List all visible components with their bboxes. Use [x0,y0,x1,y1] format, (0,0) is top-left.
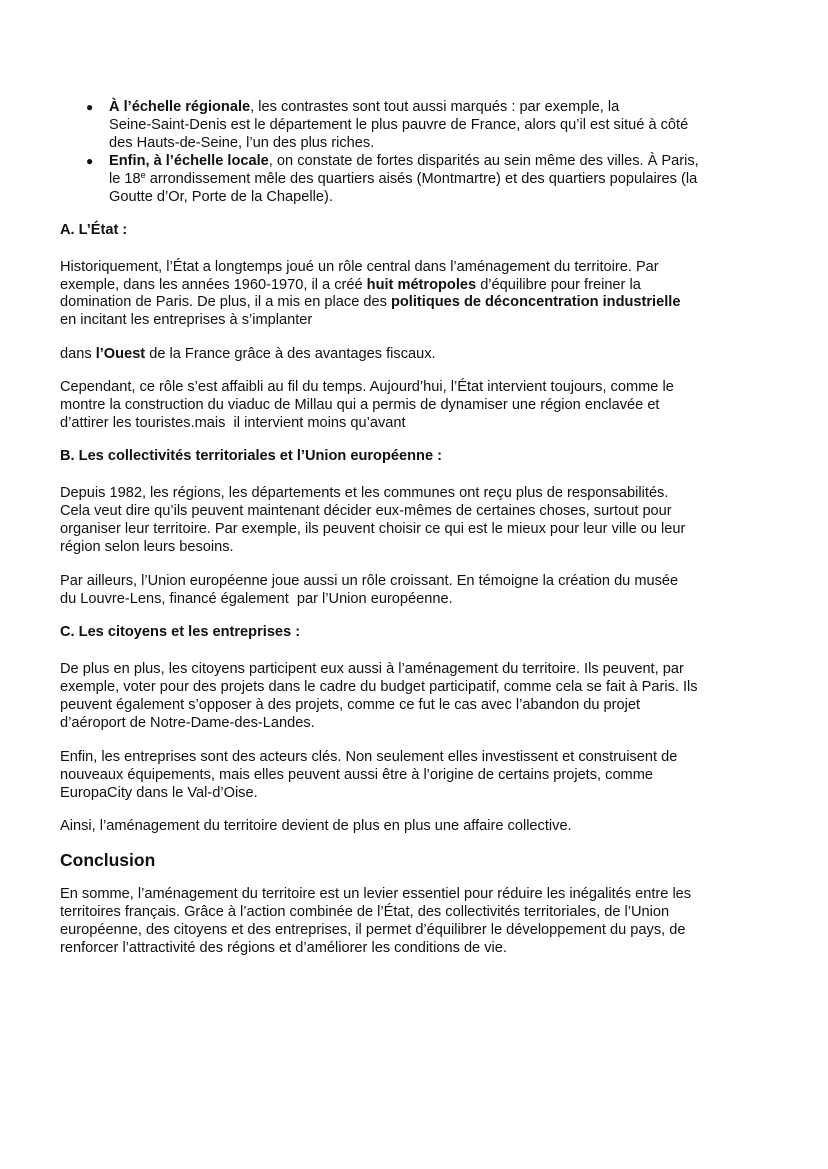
bold-text: À l’échelle régionale [109,99,251,115]
bullet-icon: ● [86,100,94,114]
text-segment: e [140,170,146,180]
paragraph-line [60,311,312,329]
paragraph-line [60,784,258,802]
bullet-item-line [109,152,699,170]
text-segment: en incitant les entreprises à s’implanter [60,312,313,328]
text-segment: organiser leur territoire. Par exemple, ils peuvent choisir ce qui est le mieux pour leur ville ou leur [60,521,686,537]
text-segment: Cela veut dire qu’ils peuvent maintenant décider eux-mêmes de certaines choses, surtout pour [60,503,672,519]
text-segment: En somme, l’aménagement du territoire est un levier essentiel pour réduire les inégalités entre les [60,886,692,902]
text-segment: Ainsi, l’aménagement du territoire devient de plus en plus une affaire collective. [60,818,572,834]
text-segment: des Hauts-de-Seine, l’un des plus riches. [109,135,375,151]
text-segment: arrondissement mêle des quartiers aisés (Montmartre) et des quartiers populaires (la [145,171,698,187]
paragraph-line [60,276,641,294]
text-segment: domination de Paris. De plus, il a mis en place des [60,294,391,310]
text-segment: d’équilibre pour freiner la [476,277,641,293]
text-segment: , les contrastes sont tout aussi marqués : par exemple, la [250,99,620,115]
text-segment: B. Les collectivités territoriales et l’Union européenne : [60,448,442,464]
bullet-item-line [109,134,374,152]
bold-text: politiques de déconcentration industrielle [390,294,681,310]
paragraph-line [60,345,436,363]
section-heading [60,623,300,641]
text-segment: d’attirer les touristes.mais il intervient moins qu’avant [60,415,406,431]
paragraph-line [60,678,698,696]
paragraph-line [60,939,507,957]
bold-text: Enfin, à l’échelle locale [109,153,269,169]
text-segment: Conclusion [60,850,156,870]
section-heading [60,849,155,871]
text-segment: européenne, des citoyens et des entreprises, il permet d’équilibrer le développement du pays, de [60,922,686,938]
text-segment: Par ailleurs, l’Union européenne joue aussi un rôle croissant. En témoigne la création du musée [60,573,679,589]
paragraph-line [60,921,685,939]
text-segment: Goutte d’Or, Porte de la Chapelle). [109,189,333,205]
bold-text: huit métropoles [366,277,477,293]
text-segment: Depuis 1982, les régions, les départements et les communes ont reçu plus de responsabilités. [60,485,669,501]
text-segment: le 18 [109,171,141,187]
text-segment: Enfin, les entreprises sont des acteurs clés. Non seulement elles investissent et construisent de [60,749,678,765]
text-segment: A. L’État : [60,222,128,238]
paragraph-line [60,660,684,678]
paragraph-line [60,696,640,714]
text-segment: Cependant, ce rôle s’est affaibli au fil du temps. Aujourd’hui, l’État intervient toujours, comme le [60,379,674,395]
bullet-item-line [109,170,697,188]
text-segment: Historiquement, l’État a longtemps joué un rôle central dans l’aménagement du territoire. Par [60,259,659,275]
paragraph-line [60,484,668,502]
text-segment: EuropaCity dans le Val-d’Oise. [60,785,258,801]
text-segment: territoires français. Grâce à l’action combinée de l’État, des collectivités territoriales, de l’Union [60,904,670,920]
text-segment: exemple, dans les années 1960-1970, il a créé [60,277,367,293]
paragraph-line [60,714,315,732]
section-heading [60,447,442,465]
section-heading [60,221,127,239]
text-segment: région selon leurs besoins. [60,539,234,555]
paragraph-line [60,258,659,276]
paragraph-line [60,293,680,311]
text-segment: De plus en plus, les citoyens participent eux aussi à l’aménagement du territoire. Ils peuvent, par [60,661,684,677]
paragraph-line [60,396,659,414]
text-segment: exemple, voter pour des projets dans le cadre du budget participatif, comme cela se fait à Paris. Ils [60,679,698,695]
text-segment: , on constate de fortes disparités au sein même des villes. À Paris, [268,153,699,169]
paragraph-line [60,520,685,538]
paragraph-line [60,378,674,396]
text-segment: Seine-Saint-Denis est le département le plus pauvre de France, alors qu’il est situé à côté [109,117,689,133]
bullet-item-line [109,116,688,134]
paragraph-line [60,538,234,556]
paragraph-line [60,817,572,835]
text-segment: nouveaux équipements, mais elles peuvent aussi être à l’origine de certains projets, comme [60,767,653,783]
bold-text: l’Ouest [95,346,146,362]
paragraph-line [60,903,669,921]
bullet-item-line [109,188,333,206]
paragraph-line [60,885,691,903]
paragraph-line [60,766,653,784]
paragraph-line [60,502,672,520]
text-segment: dans [60,346,96,362]
text-segment: d’aéroport de Notre-Dame-des-Landes. [60,715,315,731]
paragraph-line [60,590,453,608]
text-segment: C. Les citoyens et les entreprises : [60,624,301,640]
bullet-icon: ● [86,154,94,168]
text-segment: de la France grâce à des avantages fiscaux. [145,346,436,362]
text-segment: montre la construction du viaduc de Millau qui a permis de dynamiser une région enclavée et [60,397,660,413]
text-segment: renforcer l’attractivité des régions et d’améliorer les conditions de vie. [60,940,507,956]
paragraph-line [60,414,406,432]
paragraph-line [60,748,677,766]
paragraph-line [60,572,678,590]
text-segment: peuvent également s’opposer à des projets, comme ce fut le cas avec l’abandon du projet [60,697,641,713]
text-segment: du Louvre-Lens, financé également par l’Union européenne. [60,591,453,607]
bullet-item-line [109,98,619,116]
